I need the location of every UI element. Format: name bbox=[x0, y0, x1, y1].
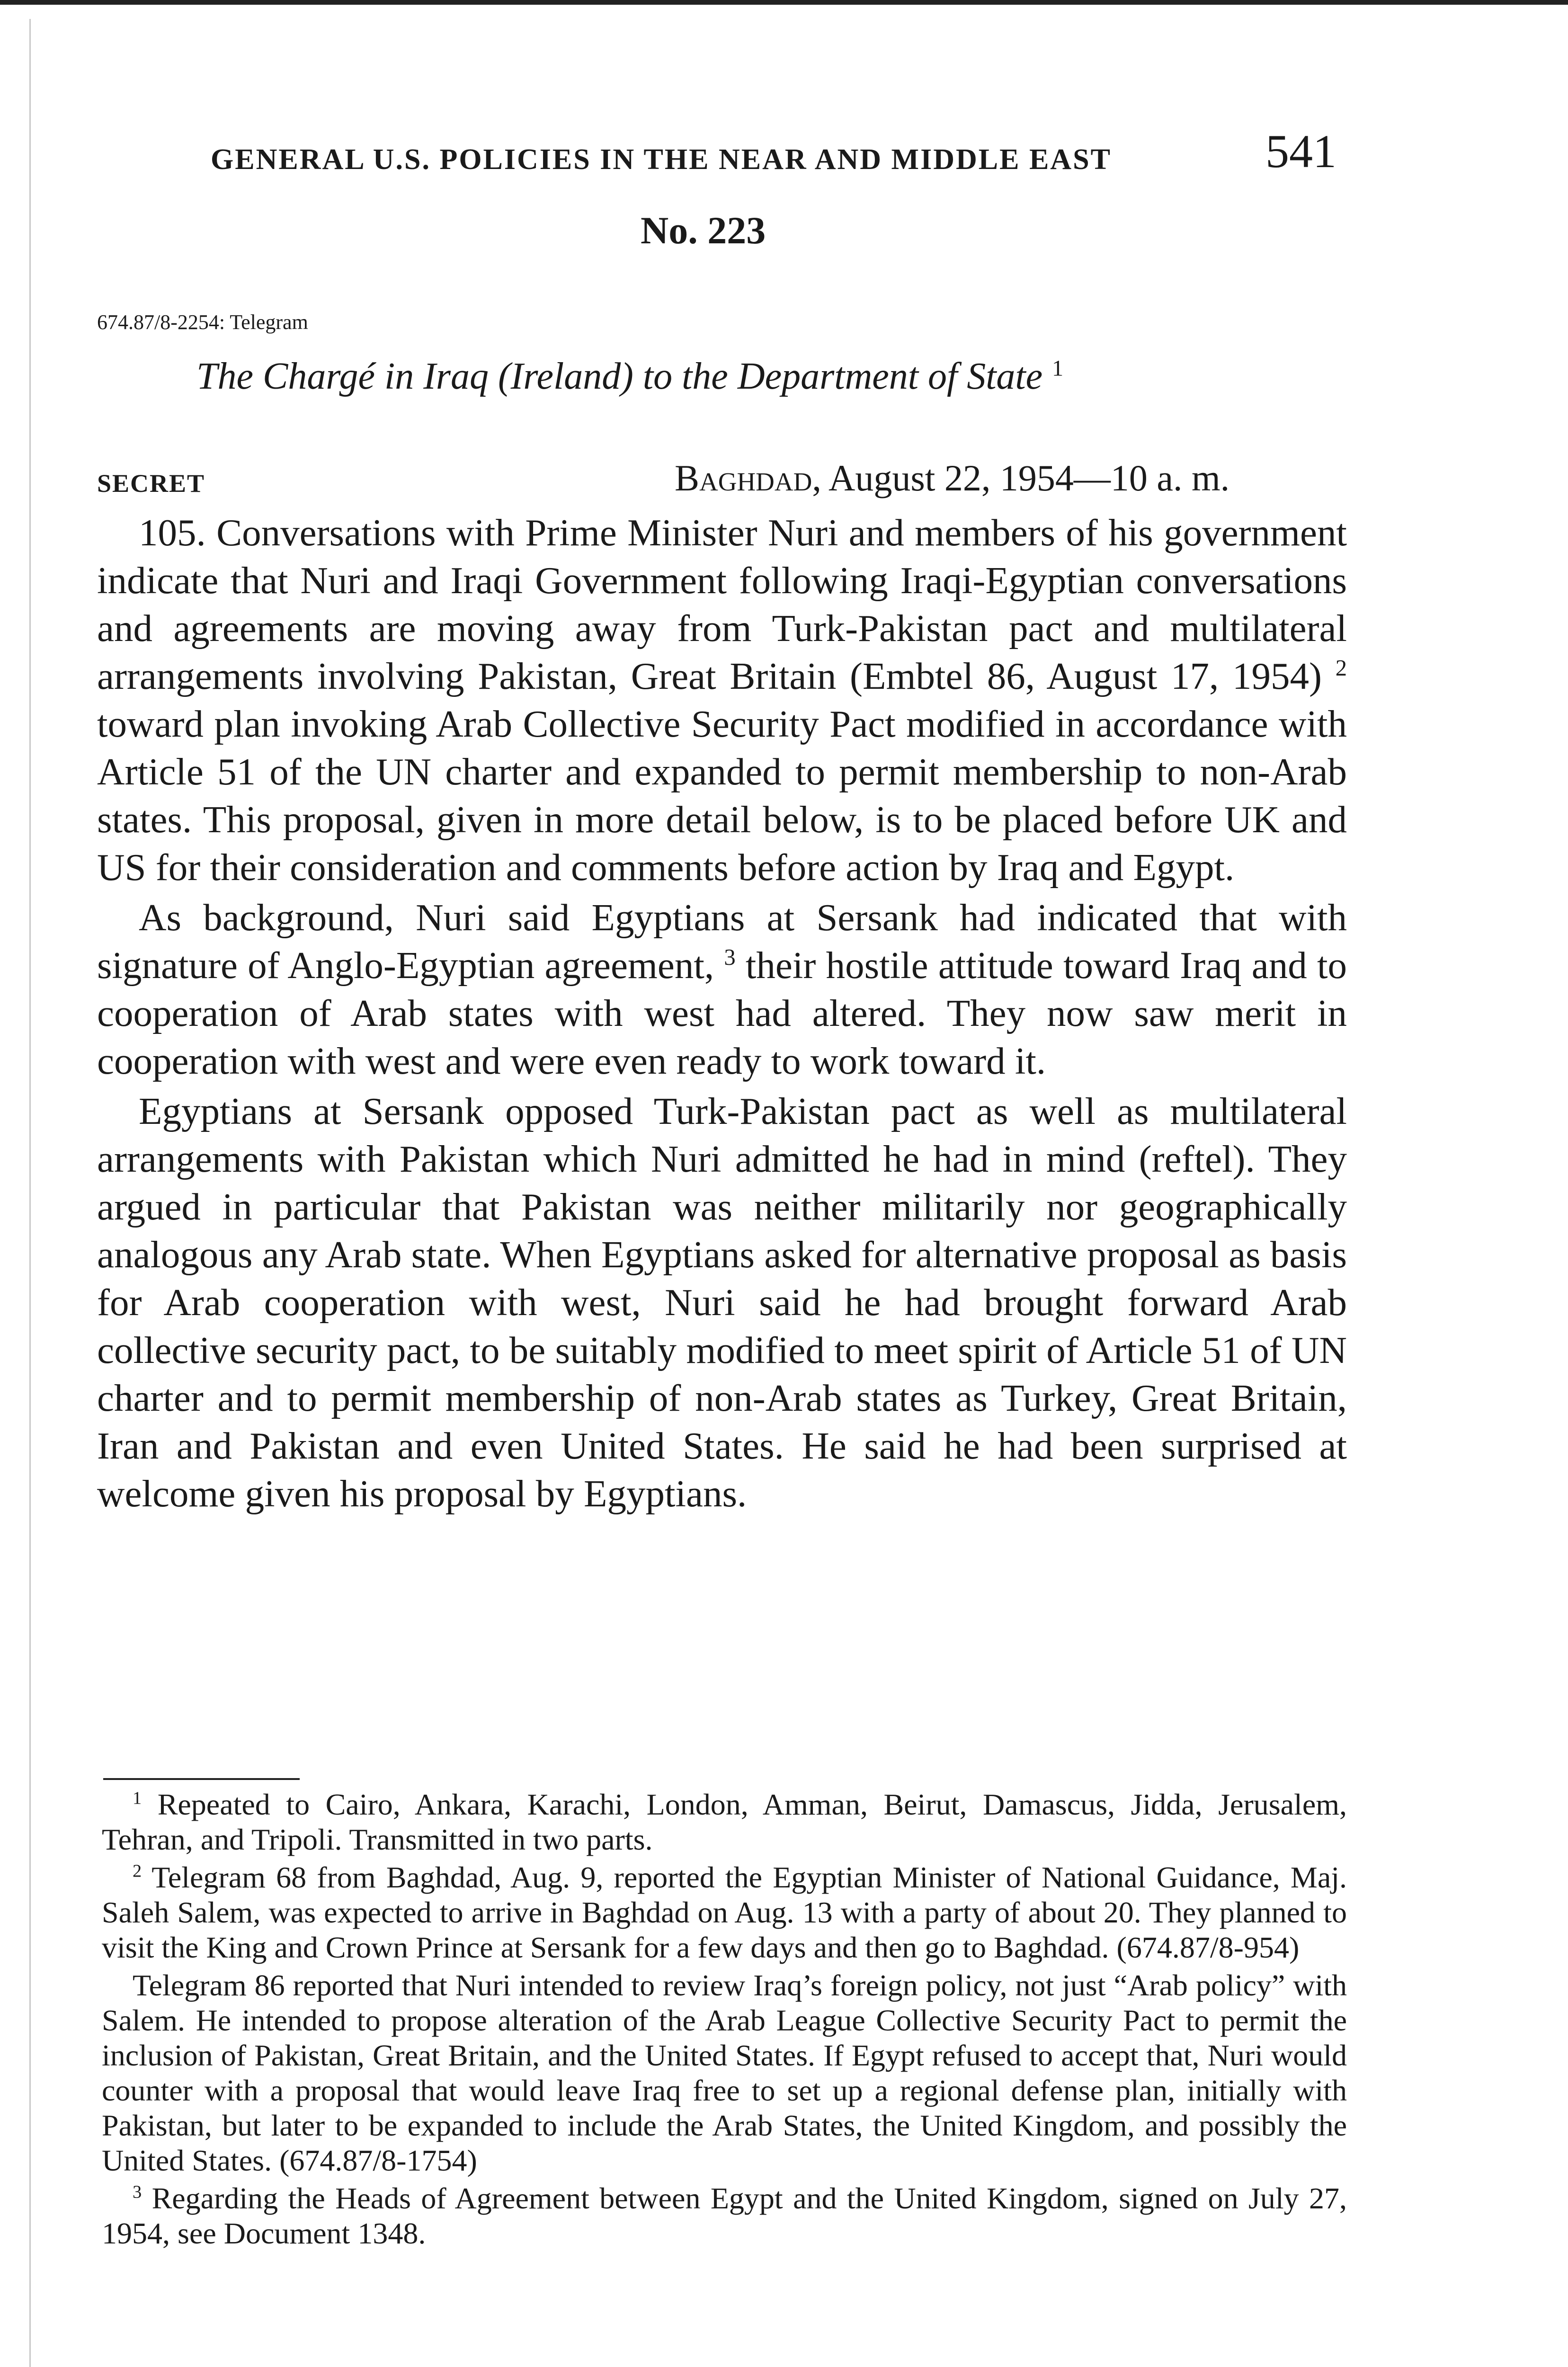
footnote-ref-2: 2 bbox=[1335, 655, 1347, 681]
telegram-body bbox=[97, 509, 1347, 1520]
title-footnote-mark: 1 bbox=[1052, 356, 1064, 381]
body-paragraph-1 bbox=[97, 509, 1347, 891]
paragraph-2-text-b: their hostile attitude toward Iraq and to cooperation of Arab states with west had altered. They now saw merit in cooperation with west and were even ready to work toward it. bbox=[97, 944, 1347, 1082]
footnote-3-mark: 3 bbox=[133, 2182, 142, 2202]
scan-top-edge bbox=[0, 0, 1568, 5]
body-paragraph-2 bbox=[97, 894, 1347, 1085]
footnote-3-text: Regarding the Heads of Agreement between Egypt and the United Kingdom, signed on July 27, 1954, see Document 1348. bbox=[102, 2181, 1347, 2250]
footnote-1-text: Repeated to Cairo, Ankara, Karachi, London, Amman, Beirut, Damascus, Jidda, Jerusalem, Tehran, and Tripoli. Transmitted in two parts. bbox=[102, 1788, 1347, 1856]
footnote-1-mark: 1 bbox=[133, 1788, 142, 1808]
page-number: 541 bbox=[1265, 125, 1336, 178]
footnote-ref-3: 3 bbox=[724, 944, 736, 970]
footnote-2-text: Telegram 68 from Baghdad, Aug. 9, reported the Egyptian Minister of National Guidance, Maj. Saleh Salem, was expected to arrive in Baghdad on Aug. 13 with a party of about 20. They planned to visit the King and Crown Prince at Sersank for a few days and then go to Baghdad. (674.87/8-954) bbox=[102, 1860, 1347, 1964]
paragraph-1-text-a: 105. Conversations with Prime Minister Nuri and members of his government indicate that Nuri and Iraqi Government following Iraqi-Egyptian conversations and agreements are moving away from Turk-Pakistan pact and multilateral arrangements involving Pakistan, Great Britain (Embtel 86, August 17, 1954) bbox=[97, 511, 1347, 697]
dateline-place: Baghdad, bbox=[675, 457, 821, 498]
footnotes bbox=[102, 1787, 1347, 2254]
page-header bbox=[211, 124, 1347, 181]
document-number: No. 223 bbox=[641, 209, 766, 252]
footnote-2-continuation: Telegram 86 reported that Nuri intended to review Iraq’s foreign policy, not just “Arab policy” with Salem. He intended to propose alteration of the Arab League Collective Security Pact to permit the inclusion of Pakistan, Great Britain, and the United States. If Egypt refused to accept that, Nuri would counter with a proposal that would leave Iraq free to set up a regional defense plan, initially with Pakistan, but later to be expanded to include the Arab States, the United Kingdom, and possibly the United States. (674.87/8-1754) bbox=[102, 1968, 1347, 2177]
document-title bbox=[196, 355, 1063, 398]
paragraph-2-text-a: As background, Nuri said Egyptians at Sersank had indicated that with signature of Anglo-Egyptian agreement, bbox=[97, 896, 1347, 987]
document-title-text: The Chargé in Iraq (Ireland) to the Department of State bbox=[196, 356, 1043, 397]
body-paragraph-3: Egyptians at Sersank opposed Turk-Pakistan pact as well as multilateral arrangements with Pakistan which Nuri admitted he had in mind (reftel). They argued in particular that Pakistan was neither militarily nor geographically analogous any Arab state. When Egyptians asked for alternative proposal as basis for Arab cooperation with west, Nuri said he had brought forward Arab collective security pact, to be suitably modified to meet spirit of Article 51 of UN charter and to permit membership of non-Arab states as Turkey, Great Britain, Iran and Pakistan and even United States. He said he had been surprised at welcome given his proposal by Egyptians. bbox=[97, 1090, 1347, 1515]
file-reference: 674.87/8-2254: Telegram bbox=[97, 311, 308, 334]
dateline-date: August 22, 1954—10 a. m. bbox=[821, 457, 1230, 498]
classification-label: SECRET bbox=[97, 469, 205, 498]
footnote-1 bbox=[102, 1787, 1347, 1857]
footnote-3 bbox=[102, 2181, 1347, 2251]
paragraph-1-text-b: toward plan invoking Arab Collective Security Pact modified in accordance with Article 51 of the UN charter and expanded to permit membership to non-Arab states. This proposal, given in more detail below, is to be placed before UK and US for their consideration and comments before action by Iraq and Egypt. bbox=[97, 703, 1347, 889]
running-head: GENERAL U.S. POLICIES IN THE NEAR AND MIDDLE EAST bbox=[211, 143, 1112, 176]
footnote-2-mark: 2 bbox=[133, 1861, 142, 1881]
footnote-2 bbox=[102, 1860, 1347, 1965]
footnote-divider bbox=[103, 1778, 300, 1780]
dateline bbox=[675, 457, 1229, 499]
scan-left-edge bbox=[29, 19, 31, 2367]
